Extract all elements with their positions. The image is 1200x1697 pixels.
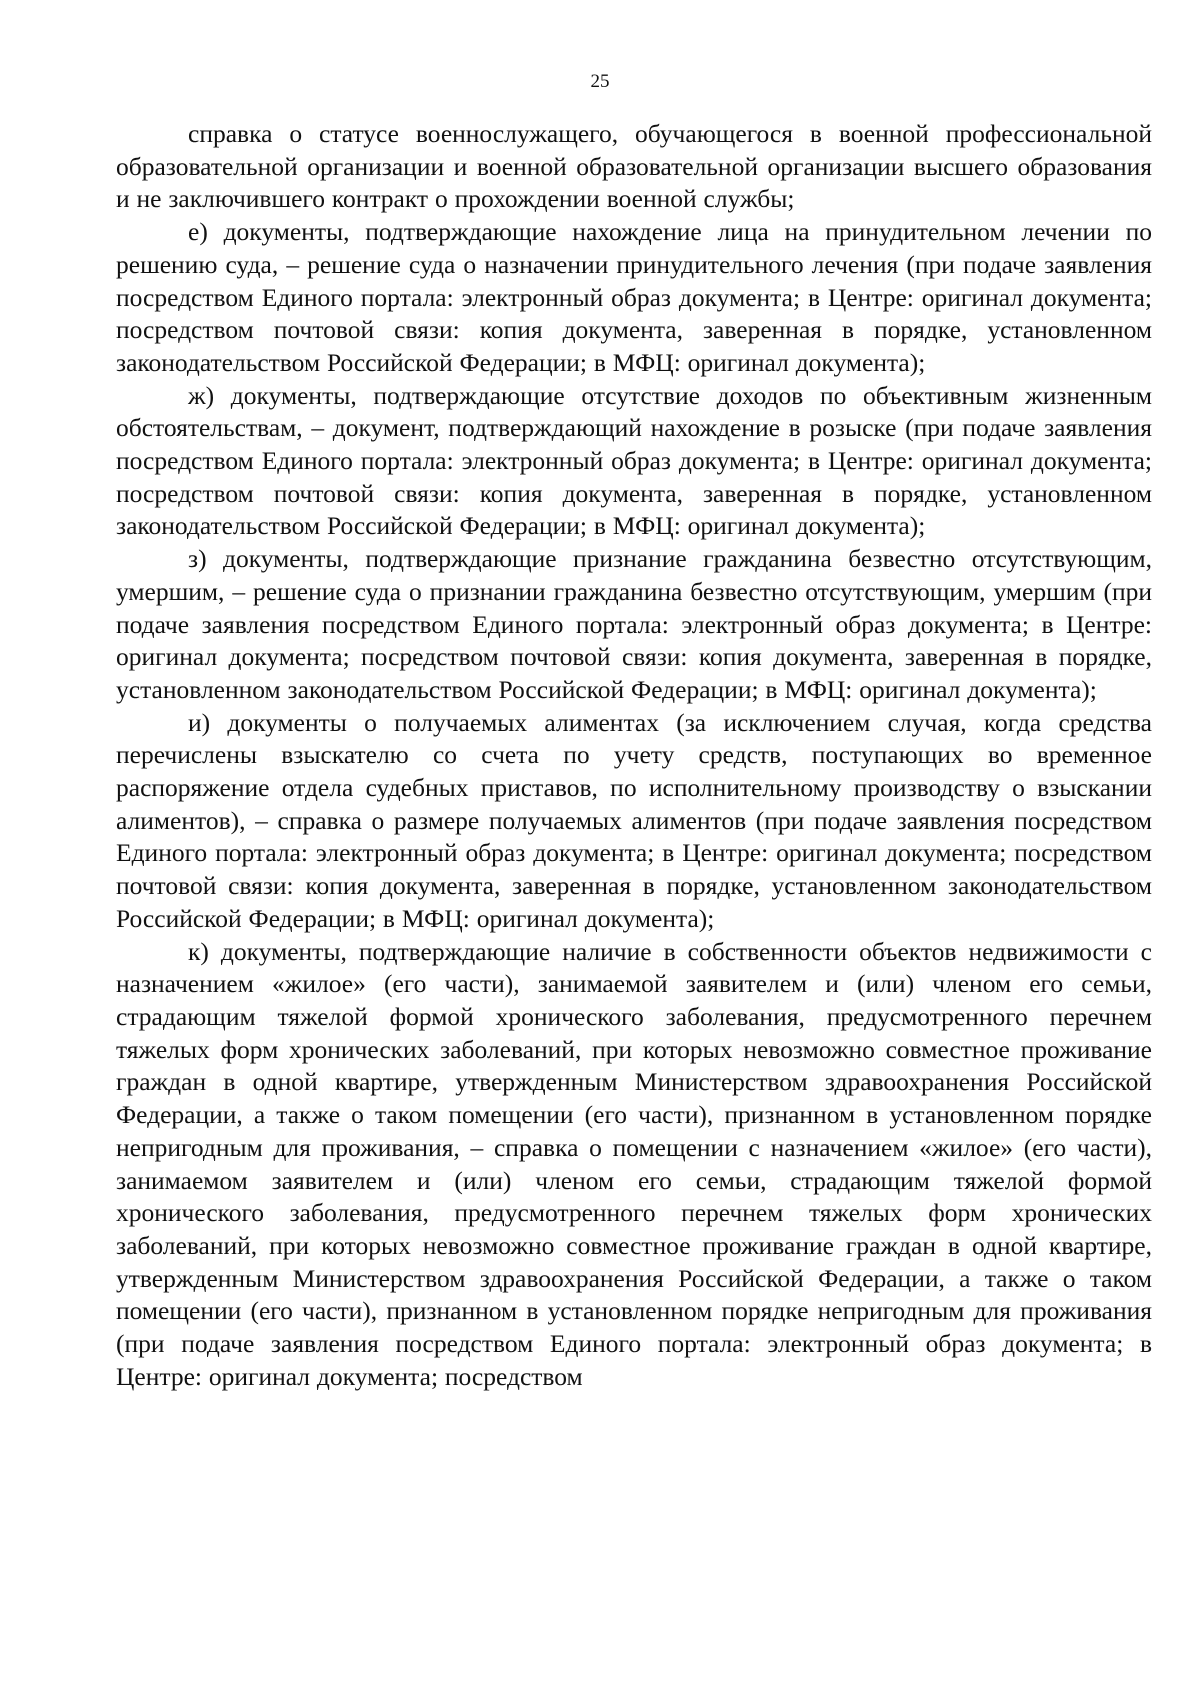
- paragraph-item-e: е) документы, подтверждающие нахождение лица на принудительном лечении по решению суда, – решение суда о назначении принудительного лечения (при подаче заявления посредством Единого портала: электронный образ документа; в Центре: оригинал документа; посредством почтовой связи: копия документа, заверенная в порядке, установленном законодательством Российской Федерации; в МФЦ: оригинал документа);: [116, 217, 1152, 377]
- paragraph-item-zh: ж) документы, подтверждающие отсутствие доходов по объективным жизненным обстоятельствам, – документ, подтверждающий нахождение в розыске (при подаче заявления посредством Единого портала: электронный образ документа; в Центре: оригинал документа; посредством почтовой связи: копия документа, заверенная в порядке, установленном законодательством Российской Федерации; в МФЦ: оригинал документа);: [116, 380, 1152, 541]
- paragraph-item-k: к) документы, подтверждающие наличие в собственности объектов недвижимости с назначением «жилое» (его части), занимаемой заявителем и (или) членом его семьи, страдающим тяжелой формой хронического заболевания, предусмотренного перечнем тяжелых форм хронических заболеваний, при которых невозможно совместное проживание граждан в одной квартире, утвержденным Министерством здравоохранения Российской Федерации, а также о таком помещении (его части), признанном в установленном порядке непригодным для проживания, – справка о помещении с назначением «жилое» (его части), занимаемом заявителем и (или) членом его семьи, страдающим тяжелой формой хронического заболевания, предусмотренного перечнем тяжелых форм хронических заболеваний, при которых невозможно совместное проживание граждан в одной квартире, утвержденным Министерством здравоохранения Российской Федерации, а также о таком помещении (его части), признанном в установленном порядке непригодным для проживания (при подаче заявления посредством Единого портала: электронный образ документа; в Центре: оригинал документа; посредством: [116, 936, 1152, 1391]
- page-number: 25: [590, 71, 610, 92]
- paragraph-item-i: и) документы о получаемых алиментах (за исключением случая, когда средства перечислены взыскателю со счета по учету средств, поступающих во временное распоряжение отдела судебных приставов, по исполнительному производству о взыскании алиментов), – справка о размере получаемых алиментов (при подаче заявления посредством Единого портала: электронный образ документа; в Центре: оригинал документа; посредством почтовой связи: копия документа, заверенная в порядке, установленном законодательством Российской Федерации; в МФЦ: оригинал документа);: [116, 707, 1152, 933]
- paragraph-item-z: з) документы, подтверждающие признание гражданина безвестно отсутствующим, умершим, – решение суда о признании гражданина безвестно отсутствующим, умершим (при подаче заявления посредством Единого портала: электронный образ документа; в Центре: оригинал документа; посредством почтовой связи: копия документа, заверенная в порядке, установленном законодательством Российской Федерации; в МФЦ: оригинал документа);: [116, 544, 1152, 704]
- paragraph-status-certificate: справка о статусе военнослужащего, обучающегося в военной профессиональной образовательной организации и военной образовательной организации высшего образования и не заключившего контракт о прохождении военной службы;: [116, 119, 1152, 214]
- document-body: [116, 118, 1152, 1393]
